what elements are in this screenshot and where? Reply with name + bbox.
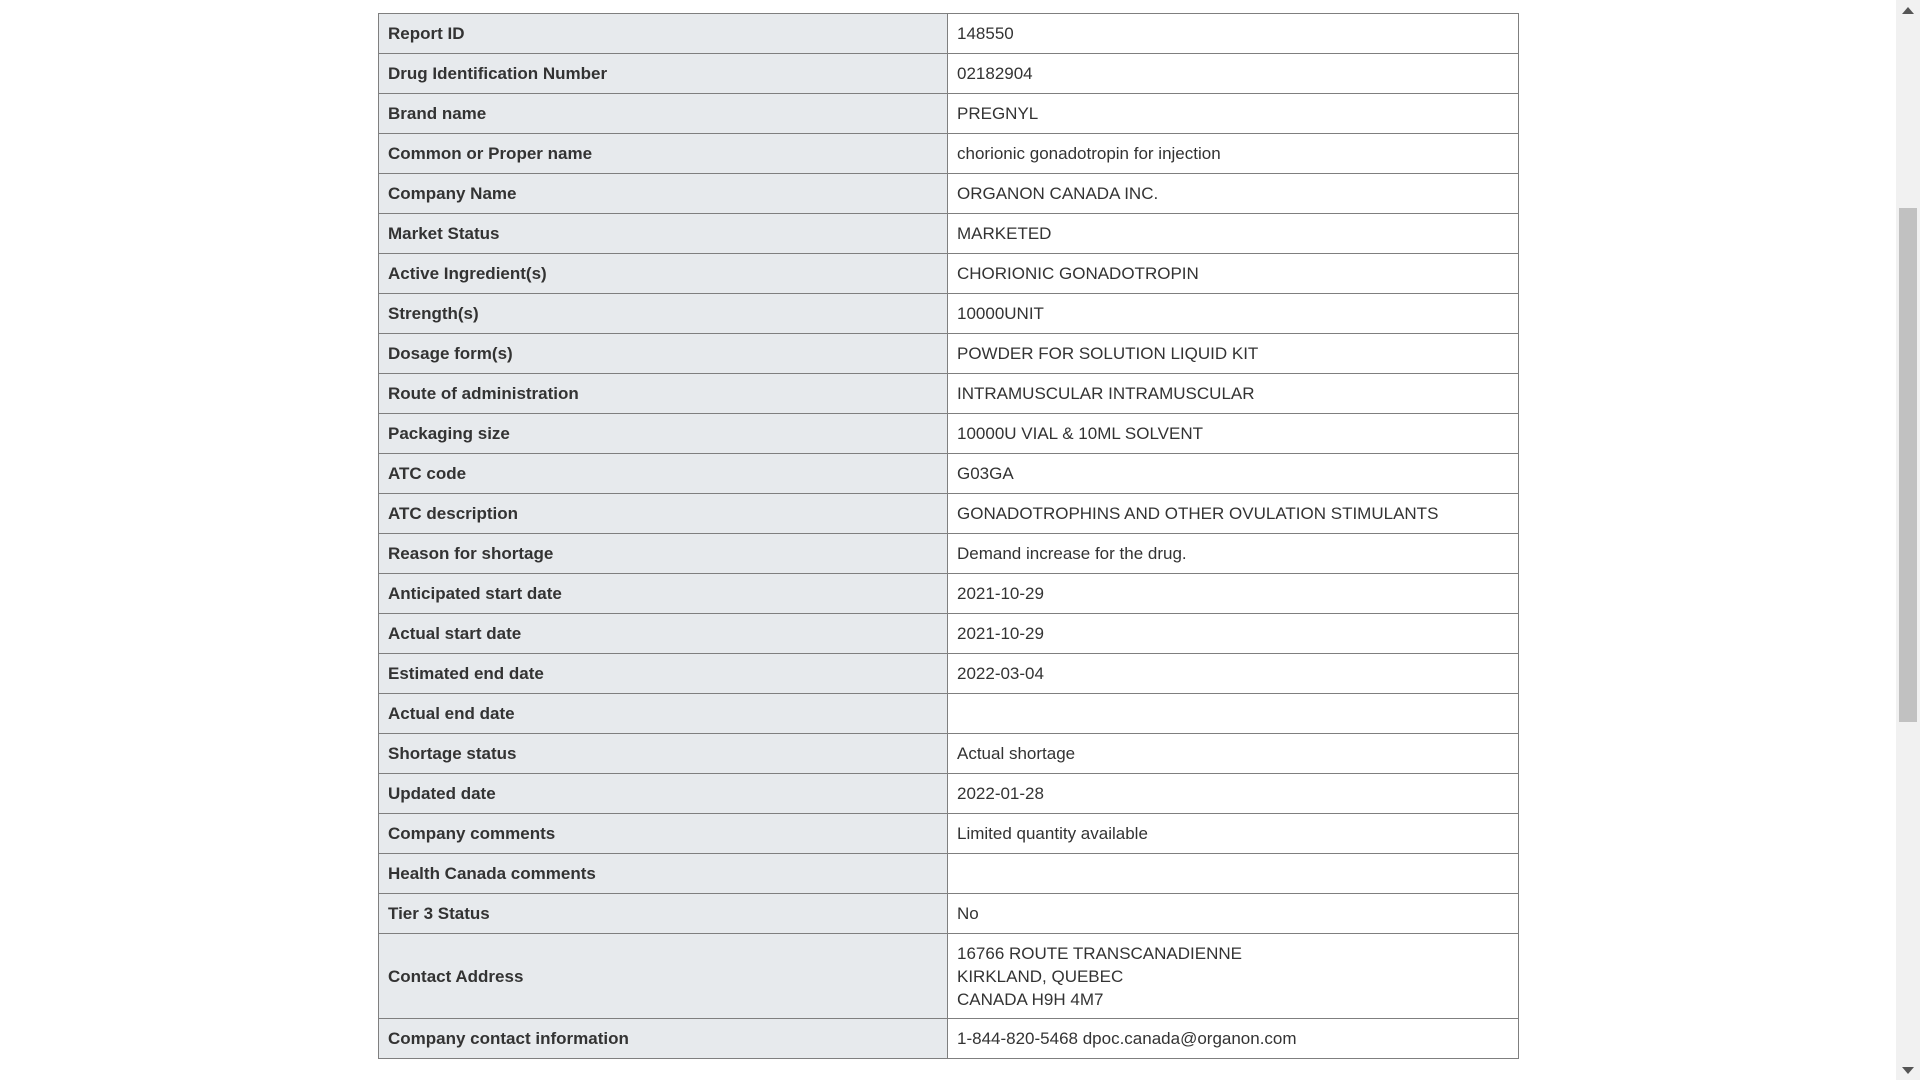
row-label: Updated date [379, 774, 948, 814]
row-value: 2021-10-29 [948, 574, 1519, 614]
scroll-down-button[interactable] [1896, 1060, 1920, 1080]
row-label: Company Name [379, 174, 948, 214]
row-label: Report ID [379, 14, 948, 54]
table-row [379, 214, 1519, 254]
row-label: ATC description [379, 494, 948, 534]
table-row [379, 694, 1519, 734]
row-value: G03GA [948, 454, 1519, 494]
table-row [379, 574, 1519, 614]
row-label: Reason for shortage [379, 534, 948, 574]
row-label: Strength(s) [379, 294, 948, 334]
row-label: Anticipated start date [379, 574, 948, 614]
table-row [379, 334, 1519, 374]
row-label: Actual start date [379, 614, 948, 654]
row-label: Drug Identification Number [379, 54, 948, 94]
row-value: Actual shortage [948, 734, 1519, 774]
row-label: Tier 3 Status [379, 894, 948, 934]
table-row [379, 1019, 1519, 1059]
scrollbar-thumb[interactable] [1899, 208, 1917, 722]
row-value: GONADOTROPHINS AND OTHER OVULATION STIMULANTS [948, 494, 1519, 534]
row-value [948, 854, 1519, 894]
row-label: Company contact information [379, 1019, 948, 1059]
vertical-scrollbar[interactable] [1896, 0, 1920, 1080]
row-value: PREGNYL [948, 94, 1519, 134]
table-row [379, 934, 1519, 1019]
row-label: Actual end date [379, 694, 948, 734]
table-row [379, 774, 1519, 814]
table-row [379, 174, 1519, 214]
table-row [379, 254, 1519, 294]
row-label: Route of administration [379, 374, 948, 414]
table-row [379, 294, 1519, 334]
row-label: Shortage status [379, 734, 948, 774]
row-value: ORGANON CANADA INC. [948, 174, 1519, 214]
row-value: POWDER FOR SOLUTION LIQUID KIT [948, 334, 1519, 374]
row-label: Health Canada comments [379, 854, 948, 894]
table-row [379, 494, 1519, 534]
row-value: Limited quantity available [948, 814, 1519, 854]
contact-address-value: 16766 ROUTE TRANSCANADIENNE KIRKLAND, QUEBEC CANADA H9H 4M7 [948, 934, 1519, 1019]
row-value: 02182904 [948, 54, 1519, 94]
row-value: CHORIONIC GONADOTROPIN [948, 254, 1519, 294]
row-value: No [948, 894, 1519, 934]
row-value[interactable]: 1-844-820-5468 dpoc.canada@organon.com [948, 1019, 1519, 1059]
row-label: Market Status [379, 214, 948, 254]
row-label: Packaging size [379, 414, 948, 454]
scroll-up-button[interactable] [1896, 0, 1920, 20]
shortage-report-table [378, 13, 1519, 1059]
row-value: INTRAMUSCULAR INTRAMUSCULAR [948, 374, 1519, 414]
table-row [379, 894, 1519, 934]
table-row [379, 14, 1519, 54]
table-row [379, 54, 1519, 94]
row-label: Company comments [379, 814, 948, 854]
row-label: Active Ingredient(s) [379, 254, 948, 294]
row-value: MARKETED [948, 214, 1519, 254]
row-label: ATC code [379, 454, 948, 494]
row-label: Brand name [379, 94, 948, 134]
row-value [948, 694, 1519, 734]
table-row [379, 614, 1519, 654]
row-label: Contact Address [379, 934, 948, 1019]
row-label: Dosage form(s) [379, 334, 948, 374]
table-row [379, 734, 1519, 774]
chevron-up-icon [1902, 7, 1914, 14]
row-value: 10000UNIT [948, 294, 1519, 334]
row-label: Common or Proper name [379, 134, 948, 174]
table-row [379, 454, 1519, 494]
table-row [379, 414, 1519, 454]
table-row [379, 134, 1519, 174]
chevron-down-icon [1902, 1067, 1914, 1074]
row-value: 148550 [948, 14, 1519, 54]
row-value: 2022-01-28 [948, 774, 1519, 814]
row-value: 2022-03-04 [948, 654, 1519, 694]
table-row [379, 94, 1519, 134]
row-value: 10000U VIAL & 10ML SOLVENT [948, 414, 1519, 454]
table-row [379, 534, 1519, 574]
row-value: 2021-10-29 [948, 614, 1519, 654]
row-value: Demand increase for the drug. [948, 534, 1519, 574]
table-row [379, 654, 1519, 694]
row-label: Estimated end date [379, 654, 948, 694]
row-value: chorionic gonadotropin for injection [948, 134, 1519, 174]
table-row [379, 374, 1519, 414]
table-row [379, 814, 1519, 854]
table-row [379, 854, 1519, 894]
